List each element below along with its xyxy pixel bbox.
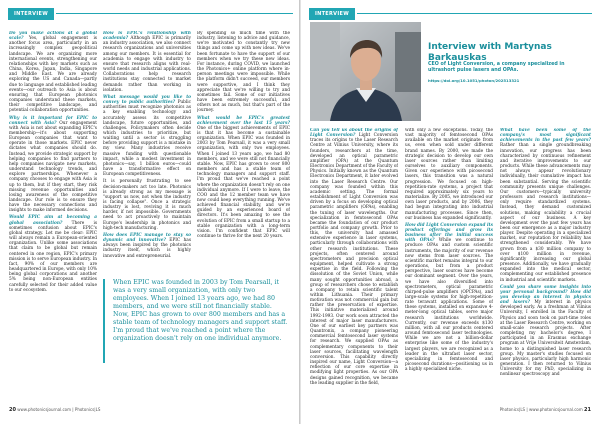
paragraph (197, 116, 290, 240)
column-1 (9, 31, 97, 411)
question: What message would you like to convey to public authorities? (103, 94, 191, 106)
column-1 (310, 128, 398, 408)
headline: Interview with Martynas Barkauskas (428, 42, 552, 63)
answer: Light Conversion traces its origins to the Laser Research Centre at Vilnius University, where its founders, researchers at the time, developed an optical parametric amplifier (OPA) at the Quantum Electronics Department of the Faculty of Physics. Initially known as the Quantum Electronics Department, it later evolved into the Laser Research Centre. Our company was founded within this academic setting. The formal establishment of Light Conversion was driven by a focus on developing optical parametric amplifiers (OPAs), enabling the tuning of laser wavelengths. Our specialization in femtosecond OPAs became the foundation of our product portfolio and company growth. Prior to this, the university had amassed extensive experience in laser systems, particularly through collaborations with other research institutions. These projects, often centered around spectrometers and precision optical equipment, helped cultivate a strong expertise in the field. Following the dissolution of the Soviet Union, while many sought opportunities abroad, a group of researchers chose to establish a company to retain scientific talent within Lithuania. Their primary motivation was not commercial gain but rather the preservation of expertise. This initiative materialized around 1992-1993. Our work soon attracted the interest of major laser manufacturers. One of our earliest key partners was Quantronix, a company pioneering commercial femtosecond laser systems for research. We supplied OPAs as complementary components to their laser sources, facilitating wavelength conversion. This capability directly inspired our name, Light Conversion—a reflection of our core expertise in modifying light properties. As our OPA designs gained recognition, we became the leading supplier in the field, (310, 133, 398, 386)
paragraph (310, 128, 398, 386)
question: How does EPIC manage to stay so dynamic and innovative? (103, 232, 191, 244)
question: How did Light Conversion expand its product offerings and grow its business after the initial success with OPAs? (405, 222, 493, 244)
answer: EPIC has always been inspired by the photonics industry itself, which is highly innovative and entrepreneurial. (103, 238, 191, 259)
paragraph (103, 233, 191, 259)
portrait-image (310, 22, 421, 121)
paragraph (9, 116, 97, 214)
paragraph (500, 128, 591, 283)
footer-text: Photonics|LS | www.photonicsjournal.com (499, 407, 583, 412)
question: Could you share some insights into your personal background? How did you develop an interest in physics and lasers? (500, 284, 591, 306)
page-number: 20 (9, 407, 16, 413)
page-footer (9, 407, 100, 413)
portrait-photo (310, 22, 421, 121)
section-tag: INTERVIEW (309, 8, 355, 20)
paragraph (197, 31, 290, 114)
paragraph (103, 95, 191, 178)
right-page (301, 0, 600, 424)
answer: One of the biggest achievements of EPIC is that it has become a sustainable organization. When EPIC was founded in 2003 by Tom Pearsall, it was a very small organization, with only two employees. When I joined 13 years ago, we had 80 members, and we were still not financially stable. Now, EPIC has grown to over 800 members and has a stable team of technology managers and support staff. I'm proud that we've reached a point where the organization doesn't rely on one individual anymore. If I were to leave, the COO and the 12 member team we have now could keep everything running. We've achieved financial stability, and we're guided by an experienced board of directors. It's been amazing to see the evolution of EPIC from a small startup to a stable organization with a long-term vision. I'm confident that EPIC will continue to thrive for the next 20 years. (197, 125, 290, 240)
answer: Rather than a single groundbreaking innovation, our progress has been characterized by continuous refinement and iterative improvements to our products. While these advancements may not always appear revolutionary individually, their cumulative impact has been substantial. Serving the scientific community presents unique challenges. Our customers—typically university professors and research institutions—only require standardized systems. Instead, they demand customized solutions, making scalability a crucial aspect of our business. A key development over the past few years has been our emergence as a major industry player. Despite operating in a specialized market, our reputation for reliability has strengthened considerably. We have grown from a $30 million company to over $100 million in revenue, significantly increasing our global presence. Additionally, we have gradually expanded into the medical sector, complementing our established presence in industrial and scientific markets. (500, 143, 591, 283)
header-rule (357, 13, 592, 14)
answer: There is sometimes confusion about EPIC's global strategy. Let me be clear: EPIC will always remain a European-oriented organization. Unlike some associations that claim to be global but remain centered in one region, EPIC's primary mission is to serve European industry. In fact, 90% of our members are headquartered in Europe, with only 10% being global corporations and another 5% being non-European entities carefully selected for their added value to our ecosystem. (9, 220, 97, 293)
answer: By spending so much time with the industry, listening to advice and guidance, we're motivated to constantly try new things and come up with new ideas. We've been fortunate to have the support of our members when we try these new ideas. For instance, during COVID, we launched the Photonics+ online platform where in-person meetings were impossible. While the platform didn't succeed, our members were supportive, and I think they appreciate that we're willing to try and sometimes fail. Some of our initiatives have been extremely successful, and others not as much, but that's part of the journey. (197, 31, 290, 114)
doi-link[interactable]: https://doi.org/10.1051/photon/202513321 (428, 78, 520, 83)
answer: Public authorities must recognize photonics as a key enabling technology and accurately assess its competitive landscape, future opportunities, and challenges. Policymakers often decide which industries to prioritize, but waiting until a sector is struggling before providing support is a mistake in my view. Many industries receive massive funding with questionable impact, while a modest investment in photonics—say, 1 billion euros—could have a transformative effect on European competitiveness. (103, 100, 191, 178)
question: Would EPIC aim at becoming a global association? (9, 215, 97, 226)
page-number: 21 (584, 407, 591, 413)
answer: My interest in physics developed early. As a freshman at Vilnius University, I enrolled in the Faculty of Physics and soon took on part-time roles at the Laser Research Centre, working on small-scale research projects. After completing my bachelor's degree, I participated in an Erasmus exchange program at Vrije Universiteit Amsterdam, home to a distinguished laser research group. My master's studies focused on laser physics, particularly high harmonic generation. I then returned to Vilnius University for my PhD, specializing in nonlinear spectroscopy and (500, 300, 591, 378)
page-footer (500, 407, 591, 413)
column-3 (500, 128, 591, 408)
question: What have been some of the company's most significant achievements in the past few years? (500, 128, 591, 144)
left-page (0, 0, 299, 424)
header-rule (56, 13, 293, 14)
paragraph (9, 31, 97, 114)
standfirst: CEO of Light Conversion, a company specialized in ultrashort pulse lasers and OPAs. (428, 62, 565, 74)
footer-text: www.photonicsjournal.com | Photonics|LS (17, 407, 101, 412)
answer: Our engagement with Asia is not about expanding EPIC's membership—it's about supporting European companies that want to operate in those markets. EPIC never dictates what companies should do. Instead, we provide strategic support by helping companies to find partners to help companies navigate new markets, understand technology trends, and explore partnerships. Whenever a company chooses to engage with Asia is up to them, but if they start, they risk missing revenue opportunities and losing awareness of the competitive landscape. Our role is to ensure they have the necessary connections and insights to make informed decisions. (9, 120, 97, 214)
answer: Although EPIC is primarily an industry association, we also connect research organizations and universities among our members. It is essential for academia to engage with industry to ensure that research aligns with real-world needs and industrial applications. Collaborations help research institutions stay connected to market demands rather than working in isolation. (103, 36, 191, 93)
question: Why is it important for EPIC to connect with Asia? (9, 115, 97, 126)
paragraph (500, 285, 591, 378)
pull-quote: When EPIC was founded in 2003 by Tom Pearsall, it was a very small organization, with only two employees. When I joined 13 years ago, we had 80 members, and we were still not financially stable. Now, EPIC has grown to over 800 members and has a stable team of technology managers and support staff. I'm proud that we've reached a point where the organization doesn't rely on one individual anymore. (103, 279, 288, 363)
paragraph (405, 128, 493, 221)
column-3 (197, 31, 290, 269)
column-2 (405, 128, 493, 408)
answer: While we continue to produce OPAs and custom scientific instruments, the majority of our revenue now stems from laser sources. The scientific market remains integral to our operations, but from a product perspective, laser sources have become our dominant segment. Over the years, we have also diversified into spectrometers, optical parametric chirped-pulse amplifiers (OPCPAs), and large-scale systems for high-repetition-rate terawatt applications. Some of these systems, installed on expansive 4-meter-long optical tables, serve major research institutions worldwide. Currently, our revenue exceeds $130 million, with all our products centered around femtosecond laser technologies. While we are not a billion-dollar enterprise like some of the industry's largest players, we are recognized as a leader in the ultrafast laser sector, specializing in femtosecond and picosecond durations—positioning us in a highly specialized niche. (405, 238, 493, 373)
paragraph (103, 31, 191, 93)
answer: It is personally frustrating to see decision-makers act too late. Photonics is already strong as my message is "support us now, not when the industry is facing collapse". Once a strategic industry is lost, reviving it is much harder, if not impossible. Governments need to act proactively to maintain Europe's leadership in photonics and high-tech manufacturing. (103, 179, 191, 231)
paragraph (103, 179, 191, 231)
column-2 (103, 31, 191, 269)
paragraph (405, 223, 493, 373)
answer: Yes, global engagement is another focus area, particularly in an increasingly complex geopolitical landscape. We are organizing more international events, strengthening our relationships with key markets such as China, Korea, Japan, India, Singapore and Middle East. We are already exploring the US and Canada—partly due to language and established leading events—our outreach to Asia is about ensuring that European photonics companies understand these markets, their competitive landscape, and potential collaboration opportunities. (9, 36, 97, 114)
question: What would be EPIC's greatest achievement over the last 15 years? (197, 115, 290, 126)
question: Do you make actions at a global scale? (9, 31, 97, 42)
question: How is EPIC's relationship with academia? (103, 31, 191, 42)
answer: with only a few exceptions. Today, the vast majority of femtosecond OPAs available on the market originate from us, even when sold under different brand names. By 2000, we made the strategic decision to develop our own laser sources rather than limiting ourselves to auxiliary components. Given our experience with picosecond lasers, this transition was a natural progression. We focused on high-repetition-rate systems, a project that required approximately six years to materialize. By 2005, we introduced our own laser products, and by 2006, they had begun integrating into industrial manufacturing processes. Since then, our business has expanded significantly. (405, 128, 493, 221)
section-tag: INTERVIEW (8, 8, 54, 20)
question: Can you tell us about the origins of Light Conversion? (310, 128, 398, 139)
paragraph (9, 215, 97, 292)
